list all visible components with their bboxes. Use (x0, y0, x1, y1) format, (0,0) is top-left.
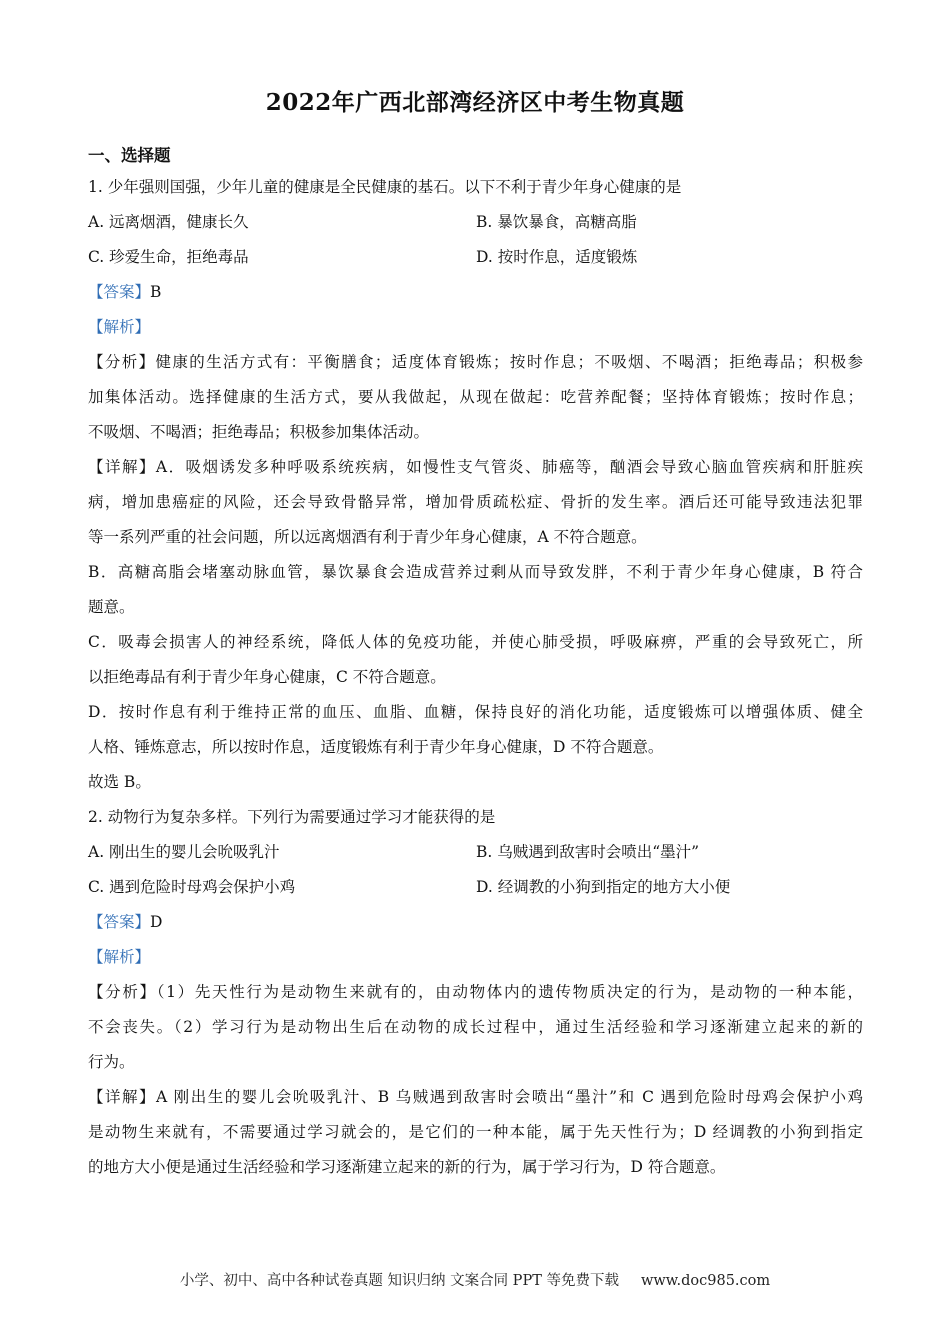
q1-detail-line-6: C．吸毒会损害人的神经系统，降低人体的免疫功能，并使心肺受损，呼吸麻痹，严重的会导致死亡，所 (88, 633, 863, 651)
q2-option-d: D. 经调教的小狗到指定的地方大小便 (476, 878, 731, 896)
q2-option-b: B. 乌贼遇到敌害时会喷出“墨汁” (476, 843, 700, 861)
question-1-stem: 1. 少年强则国强，少年儿童的健康是全民健康的基石。以下不利于青少年身心健康的是 (88, 178, 682, 196)
q2-detail-line-3: 的地方大小便是通过生活经验和学习逐渐建立起来的新的行为，属于学习行为，D 符合题意。 (88, 1158, 726, 1176)
q1-detail-line-4: B．高糖高脂会堵塞动脉血管，暴饮暴食会造成营养过剩从而导致发胖，不利于青少年身心健康，B 符合 (88, 563, 863, 581)
q2-analysis-label: 【解析】 (88, 948, 151, 966)
q1-option-b: B. 暴饮暴食，高糖高脂 (476, 213, 637, 231)
q1-option-c: C. 珍爱生命，拒绝毒品 (88, 248, 249, 266)
q1-detail-line-3: 等一系列严重的社会问题，所以远离烟酒有利于青少年身心健康，A 不符合题意。 (88, 528, 647, 546)
answer-label: 【答案】 (88, 913, 151, 931)
q2-option-a: A. 刚出生的婴儿会吮吸乳汁 (88, 843, 280, 861)
q1-fenxi-line-2: 加集体活动。选择健康的生活方式，要从我做起，从现在做起：吃营养配餐；坚持体育锻炼；按时作息； (88, 388, 863, 406)
question-2-stem: 2. 动物行为复杂多样。下列行为需要通过学习才能获得的是 (88, 808, 496, 826)
q2-fenxi-line-3: 行为。 (88, 1053, 135, 1071)
q1-detail-line-5: 题意。 (88, 598, 135, 616)
section-heading: 一、选择题 (88, 146, 171, 165)
q2-detail-line-1 (88, 1084, 863, 1119)
detail-label: 【详解】 (88, 1088, 157, 1106)
q1-option-a: A. 远离烟酒，健康长久 (88, 213, 249, 231)
answer-label: 【答案】 (88, 283, 151, 301)
page-footer (0, 1269, 950, 1290)
q1-analysis-label: 【解析】 (88, 318, 151, 336)
detail-text: A．吸烟诱发多种呼吸系统疾病，如慢性支气管炎、肺癌等，酗酒会导致心脑血管疾病和肝脏疾 (155, 458, 863, 476)
q1-detail-line-7: 以拒绝毒品有利于青少年身心健康，C 不符合题意。 (88, 668, 446, 686)
q1-fenxi-line-3: 不吸烟、不喝酒；拒绝毒品；积极参加集体活动。 (88, 423, 430, 441)
fenxi-text: 健康的生活方式有：平衡膳食；适度体育锻炼；按时作息；不吸烟、不喝酒；拒绝毒品；积极参 (155, 353, 863, 371)
fenxi-label: 【分析】 (88, 353, 156, 371)
q2-answer (88, 909, 863, 944)
answer-value: D (150, 913, 163, 931)
footer-text: 小学、初中、高中各种试卷真题 知识归纳 文案合同 PPT 等免费下载 (179, 1273, 619, 1289)
detail-text: A 刚出生的婴儿会吮吸乳汁、B 乌贼遇到敌害时会喷出“墨汁”和 C 遇到危险时母鸡会保护小鸡 (156, 1088, 863, 1106)
answer-value: B (150, 283, 162, 301)
footer-link[interactable]: www.doc985.com (640, 1273, 771, 1289)
q1-option-d: D. 按时作息，适度锻炼 (476, 248, 638, 266)
content (88, 174, 863, 1189)
fenxi-text: （1）先天性行为是动物生来就有的，由动物体内的遗传物质决定的行为，是动物的一种本能， (156, 983, 863, 1001)
detail-label: 【详解】 (88, 458, 156, 476)
question-2-options-row-2 (88, 874, 863, 909)
question-2-options-row-1 (88, 839, 863, 874)
question-1-options-row-2 (88, 244, 863, 279)
q2-detail-line-2: 是动物生来就有，不需要通过学习就会的，是它们的一种本能，属于先天性行为；D 经调教的小狗到指定 (88, 1123, 863, 1141)
q2-fenxi-line-1 (88, 979, 863, 1014)
page-title: 2022年广西北部湾经济区中考生物真题 (265, 89, 685, 116)
q1-detail-line-2: 病，增加患癌症的风险，还会导致骨骼异常，增加骨质疏松症、骨折的发生率。酒后还可能导致违法犯罪 (88, 493, 863, 511)
q1-detail-line-1 (88, 454, 863, 489)
question-1-options-row-1 (88, 209, 863, 244)
q1-detail-line-8: D．按时作息有利于维持正常的血压、血脂、血糖，保持良好的消化功能，适度锻炼可以增强体质、健全 (88, 703, 863, 721)
fenxi-label: 【分析】 (88, 983, 157, 1001)
q2-option-c: C. 遇到危险时母鸡会保护小鸡 (88, 878, 296, 896)
q1-detail-line-10: 故选 B。 (88, 773, 151, 791)
q2-fenxi-line-2: 不会丧失。（2）学习行为是动物出生后在动物的成长过程中，通过生活经验和学习逐渐建立起来的新的 (88, 1018, 863, 1036)
q1-fenxi-line-1 (88, 349, 863, 384)
q1-detail-line-9: 人格、锤炼意志，所以按时作息，适度锻炼有利于青少年身心健康，D 不符合题意。 (88, 738, 664, 756)
q1-answer (88, 279, 863, 314)
